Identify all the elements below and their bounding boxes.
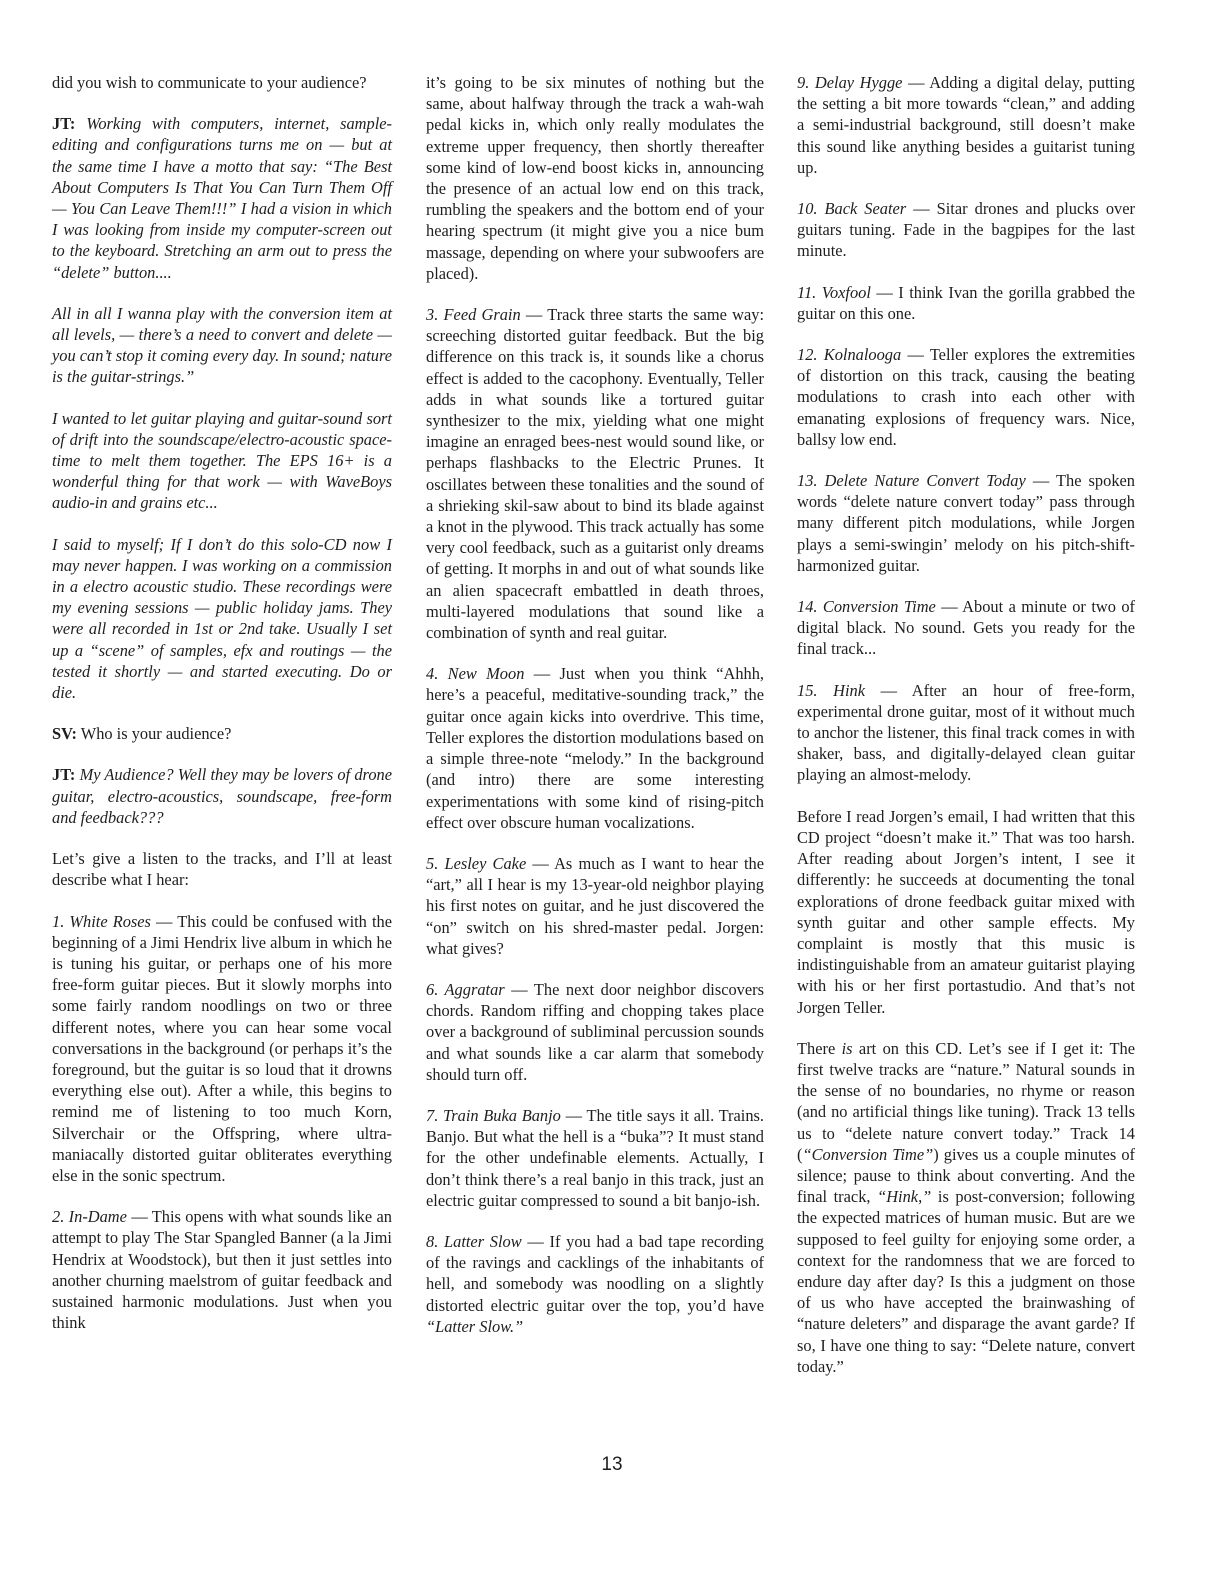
track-text: — Adding a digital delay, putting the setting a bit more towards “clean,” and adding a semi-industrial background, still doesn’t make this sound like anything besides a guitarist tuning up. [797,73,1136,177]
track-title-quote: “Latter Slow.” [426,1316,524,1336]
track-review [797,282,1135,324]
answer-text: My Audience? Well they may be lovers of drone guitar, electro-acoustics, soundscape, free-form and feedback??? [52,765,392,827]
track-review [52,911,392,1187]
track-review [797,72,1135,178]
track-title: 3. Feed Grain [426,305,521,325]
interview-answer: All in all I wanna play with the conversion item at all levels, — there’s a need to convert and delete — you can’t stop it coming every day. In sound; nature is the guitar-strings.” [52,303,392,387]
answer-text: Working with computers, internet, sample-editing and configurations turns me on — but at the same time I have a motto that say: “The Best About Computers Is That You Can Turn Them Off — You Can Leave Them!!!” I had a vision in which I was looking from inside my computer-screen out to the keyboard. Stretching an arm out to press the “delete” button.... [52,114,392,282]
track-text: — Just when you think “Ahhh, here’s a peaceful, meditative-sounding track,” the guitar once again kicks into overdrive. This time, Teller explores the distortion modulations based on a simple three-note “melody.” In the background (and intro) there are some interesting experimentations with some kind of rising-pitch effect over obscure human vocalizations. [426,664,764,832]
track-review [426,304,764,643]
track-text: — The title says it all. Trains. Banjo. But what the hell is a “buka”? It must stand for the other undefinable elements. Actually, I don’t think there’s a real banjo in this track, just an electric guitar compressed to sound a bit banjo-ish. [426,1105,765,1210]
track-review [426,853,764,959]
text-emphasis: “Hink,” [877,1187,932,1207]
question-text: Who is your audience? [80,724,232,744]
track-text: — Sitar drones and plucks over guitars tuning. Fade in the bagpipes for the last minute. [797,199,1135,261]
track-title: 4. New Moon [426,664,525,684]
text-emphasis: is [841,1038,853,1058]
paragraph: it’s going to be six minutes of nothing but the same, about halfway through the track a wah-wah pedal kicks in, which only really modulates the extreme upper frequency, then shortly thereafter some kind of low-end boost kicks in, announcing the presence of an actual low end on this track, rumbling the speakers and the bottom end of your hearing spectrum (it might give you a nice bum massage, depending on where your subwoofers are placed). [426,73,764,283]
speaker-label: JT: [52,114,76,134]
track-text: — As much as I want to hear the “art,” all I hear is my 13-year-old neighbor playing his first notes on guitar, and he just discovered the “on” switch on his shred-master pedal. Jorgen: what gives? [426,853,764,958]
track-review [797,680,1135,786]
paragraph: Let’s give a listen to the tracks, and I’ll at least describe what I hear: [52,849,392,890]
interview-question [52,723,392,744]
track-review [797,470,1135,576]
track-review [426,663,764,833]
interview-answer [52,113,392,283]
speaker-label: JT: [52,765,76,785]
text-run: There [797,1038,842,1058]
track-text: — After an hour of free-form, experimental drone guitar, most of it without much to anchor the listener, this final track comes in with shaker, bass, and digitally-delayed clean guitar playing an almost-melody. [797,680,1135,785]
track-review [426,1231,764,1337]
track-text: — If you had a bad tape recording of the ravings and cacklings of the inhabitants of hell, and somebody was noodling on a slightly distorted electric guitar over the top, you’d have [426,1231,764,1315]
track-review [426,979,764,1085]
track-review [797,344,1135,450]
track-review [797,198,1135,262]
text-run: art on this CD. Let’s see if I get it: The first twelve tracks are “nature.” Natural sounds in the sense of no boundaries, no rhyme or reason (and no artificial things like tuning). Track 13 tells us to “delete nature convert today.” Track 14 ( [797,1038,1135,1164]
track-title: 5. Lesley Cake [426,853,527,873]
track-title: 13. Delete Nature Convert Today [797,471,1026,491]
track-text: — This could be confused with the beginning of a Jimi Hendrix live album in which he is tuning his guitar, or perhaps one of his more free-form guitar pieces. But it slowly morphs into some fairly random noodlings on two or three different notes, where you can hear some vocal conversations in the background (or perhaps it’s the foreground, but the guitar is so loud that it drowns everything else out). After a while, this begins to remind me of listening to too much Korn, Silverchair or the Offspring, where ultra-maniacally distorted guitar obliterates everything else in the sonic spectrum. [52,911,392,1185]
track-text: — The next door neighbor discovers chords. Random riffing and chopping takes place over a background of subliminal percussion sounds and what sounds like a car alarm that somebody should turn off. [426,979,764,1084]
page-number: 13 [601,1454,623,1475]
track-title: 10. Back Seater [797,199,907,219]
column-1 [52,72,392,1353]
track-title: 14. Conversion Time [797,597,936,617]
speaker-label: SV: [52,724,77,744]
track-title: 7. Train Buka Banjo [426,1105,561,1125]
interview-answer: I wanted to let guitar playing and guitar-sound sort of drift into the soundscape/electro-acoustic space-time to melt them together. The EPS 16+ is a wonderful thing for that work — with WaveBoys audio-in and grains etc... [52,408,392,513]
track-title: 1. White Roses [52,911,151,931]
track-title: 2. In-Dame [52,1207,127,1227]
track-text: — I think Ivan the gorilla grabbed the guitar on this one. [797,282,1135,323]
track-text: — About a minute or two of digital black. No sound. Gets you ready for the final track... [797,597,1135,659]
track-review [797,596,1135,660]
track-review [52,1206,392,1333]
track-title: 9. Delay Hygge [797,73,903,92]
interview-answer [52,764,392,828]
track-text: — The spoken words “delete nature convert today” pass through many different pitch modulations, while Jorgen plays a semi-swingin’ melody on his pitch-shift-harmonized guitar. [797,471,1135,575]
track-title: 11. Voxfool [797,282,871,302]
text-run: is post-conversion; following the expected matrices of human music. But are we supposed to feel guilty for enjoying some order, a context for the randomness that we are forced to endure day after day? Is this a judgment on those of us who have accepted the brainwashing of “nature deleters” and disparage the avant garde? If so, I have one thing to say: “Delete nature, convert today.” [797,1187,1136,1376]
text-run: ) gives us a couple minutes of silence; pause to think about converting. And the final track, [797,1144,1135,1207]
column-3 [797,72,1135,1397]
paragraph [797,1038,1135,1377]
track-title: 8. Latter Slow [426,1231,522,1251]
track-text: — This opens with what sounds like an attempt to play The Star Spangled Banner (a la Jimi Hendrix at Woodstock), but then it just settles into another churning maelstrom of guitar feedback and sustained harmonic modulations. Just when you think [52,1207,393,1333]
interview-answer: I said to myself; If I don’t do this solo-CD now I may never happen. I was working on a commission in a electro acoustic studio. These recordings were my evening sessions — public holiday jams. They were all recorded in 1st or 2nd take. Usually I set up a “scene” of samples, efx and routings — the tested it shortly — and started executing. Do or die. [52,534,392,703]
paragraph: Before I read Jorgen’s email, I had written that this CD project “doesn’t make it.” That was too harsh. After reading about Jorgen’s intent, I see it differently: he succeeds at documenting the tonal explorations of drone feedback guitar mixed with synth guitar and other sample effects. My complaint is mostly that this music is indistinguishable from an amateur guitarist playing with his or her first portastudio. And that’s not Jorgen Teller. [797,806,1135,1017]
track-review [426,1105,764,1211]
column-2 [426,72,764,1357]
track-title: 15. Hink [797,680,865,700]
track-title: 6. Aggratar [426,979,505,999]
text-emphasis: “Conversion Time” [802,1144,934,1164]
track-title: 12. Kolnalooga [797,345,902,365]
track-text: — Teller explores the extremities of distortion on this track, causing the beating modulations to crash into each other with emanating explosions of frequency wars. Nice, ballsy low end. [797,345,1135,449]
track-text: — Track three starts the same way: screeching distorted guitar feedback. But the big difference on this track is, it sounds like a chorus effect is added to the cacophony. Eventually, Teller adds in what sounds like a tortured guitar synthesizer to the mix, yielding what one might imagine an enraged bees-nest would sound like, or perhaps flashbacks to the Electric Prunes. It oscillates between these tonalities and the sound of a shrieking skil-saw about to bind its blade against a knot in the plywood. This track actually has some very cool feedback, such as a guitarist only dreams of getting. It morphs in and out of what sounds like an alien spacecraft embattled in death throes, multi-layered modulations that sound like a combination of synth and real guitar. [426,305,764,643]
paragraph: did you wish to communicate to your audience? [52,73,367,92]
